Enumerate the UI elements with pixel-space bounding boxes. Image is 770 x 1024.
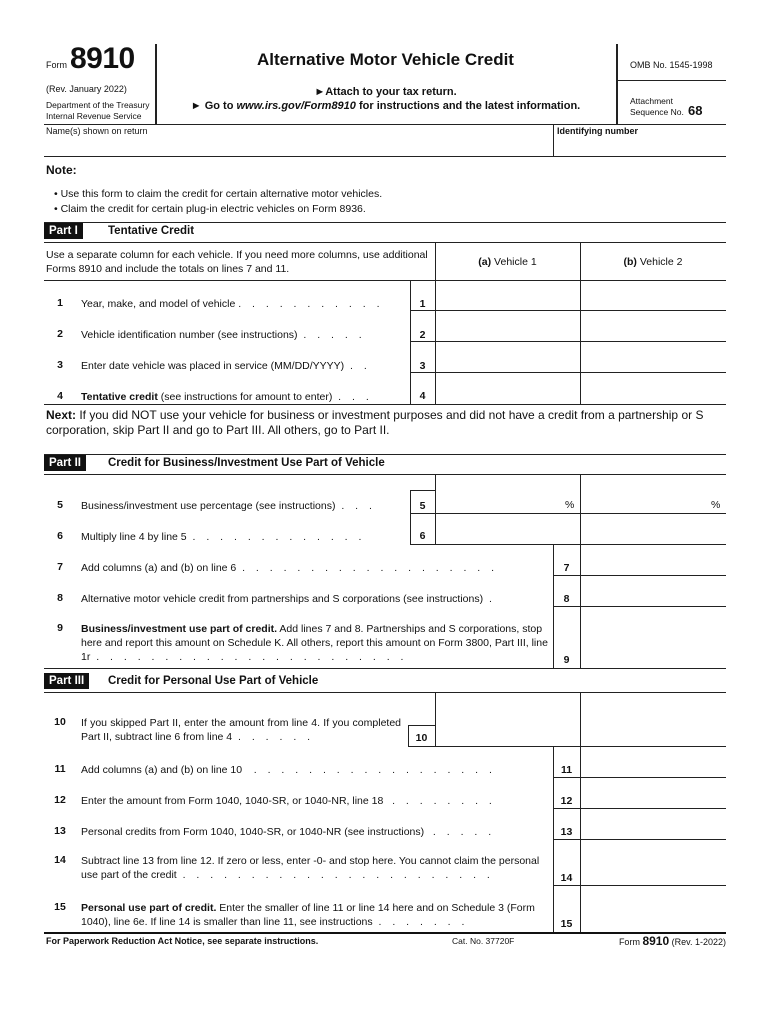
line-14-amount-field[interactable] <box>581 840 726 885</box>
line-9-text <box>81 622 549 664</box>
footer-form-number: 8910 <box>642 934 670 948</box>
next-text: If you did NOT use your vehicle for business or investment purposes and did not have a credit from a partnership or S corporation, skip Part II and go to Part III. All others, go to Part II. <box>46 408 704 437</box>
line-6-label: Multiply line 4 by line 5 <box>81 531 187 543</box>
line-12-amount-field[interactable] <box>581 778 726 808</box>
line-6-vehicle-1-amount[interactable] <box>436 514 580 543</box>
line-10-text <box>81 716 401 744</box>
omb-number: OMB No. 1545-1998 <box>630 60 713 70</box>
line-9-leader: . . . . . . . . . . . . . . . . . . . . . . . <box>96 651 408 663</box>
next-label: Next: <box>46 408 77 422</box>
part2-header-rule <box>44 474 726 475</box>
line-14-label: Subtract line 13 from line 12. If zero or less, enter -0- and stop here. You cannot claim the personal use part of the credit <box>81 855 540 881</box>
attach-instruction: ►Attach to your tax return. <box>314 86 457 98</box>
line-2-box-number: 2 <box>419 329 426 341</box>
line-11-amount-field[interactable] <box>581 747 726 777</box>
line-14-number: 14 <box>54 854 66 866</box>
line-11-number: 11 <box>54 763 66 775</box>
line-4-leader: . . . <box>338 391 373 403</box>
column-b-header <box>580 256 726 268</box>
line-8-label: Alternative motor vehicle credit from partnerships and S corporations (see instructions) <box>81 593 484 605</box>
line-6-vehicle-2-amount[interactable] <box>581 514 726 543</box>
line-8-amount-field[interactable] <box>581 576 726 606</box>
line-5-percent-sign-a: % <box>565 499 575 511</box>
goto-instruction <box>155 100 616 112</box>
line-13-box-number: 13 <box>560 826 573 838</box>
line-1-number: 1 <box>57 297 63 309</box>
attachment-label: Attachment <box>630 96 673 106</box>
part1-bottom-rule <box>44 404 726 405</box>
line-4-box-number: 4 <box>419 390 426 402</box>
line-2-leader: . . . . . <box>303 329 366 341</box>
catalog-number: Cat. No. 37720F <box>452 936 515 946</box>
line-2-label: Vehicle identification number (see instructions) <box>81 329 298 341</box>
line-5-box-top <box>410 490 435 491</box>
omb-divider <box>618 80 726 81</box>
header-bottom-rule <box>44 124 726 125</box>
column-a-letter: (a) <box>478 256 492 268</box>
line-10-box-number: 10 <box>415 732 428 744</box>
line-2-vehicle-1-field[interactable] <box>436 311 580 341</box>
line-5-text <box>81 499 376 513</box>
column-b-label: Vehicle 2 <box>636 256 683 268</box>
column-a-label: Vehicle 1 <box>491 256 537 268</box>
line-3-text <box>81 359 371 373</box>
line-14-text <box>81 854 549 882</box>
identifying-number-field[interactable] <box>557 138 722 154</box>
line-7-label: Add columns (a) and (b) on line 6 <box>81 562 237 574</box>
names-label: Name(s) shown on return <box>46 126 148 136</box>
form-label: Form <box>46 60 67 70</box>
line-10-vehicle-1-amount[interactable] <box>436 693 580 745</box>
part2-top-rule <box>44 454 726 455</box>
line-8-box-number: 8 <box>563 593 570 605</box>
part1-title: Tentative Credit <box>108 225 195 237</box>
line-1-vehicle-2-field[interactable] <box>581 281 726 310</box>
line-15-bold-label: Personal use part of credit. <box>81 902 217 914</box>
footer-revision: (Rev. 1-2022) <box>669 937 726 947</box>
part2-bottom-rule <box>44 668 726 669</box>
line-5-vehicle-1-percent[interactable] <box>436 491 566 513</box>
line-5-percent-sign-b: % <box>711 499 721 511</box>
line-10-box-top <box>408 725 435 726</box>
irs-link[interactable]: www.irs.gov/Form8910 <box>236 100 356 112</box>
line-5-label: Business/investment use percentage (see instructions) <box>81 500 336 512</box>
line-6-leader: . . . . . . . . . . . . . <box>192 531 366 543</box>
line-10-vehicle-2-amount[interactable] <box>581 693 726 745</box>
name-id-divider <box>553 124 554 156</box>
note-title: Note: <box>46 163 77 177</box>
line-2-number: 2 <box>57 328 63 340</box>
line-13-number: 13 <box>54 825 66 837</box>
line-7-amount-field[interactable] <box>581 545 726 575</box>
line-7-text <box>81 561 498 575</box>
line-3-label: Enter date vehicle was placed in service (MM/DD/YYYY) <box>81 360 345 372</box>
line-6-number: 6 <box>57 530 63 542</box>
line-13-label: Personal credits from Form 1040, 1040-SR, or 1040-NR (see instructions) <box>81 826 425 838</box>
next-instruction <box>46 408 728 438</box>
line-4-number: 4 <box>57 390 63 402</box>
line-6-text <box>81 530 365 544</box>
line-14-leader: . . . . . . . . . . . . . . . . . . . . . . . <box>182 869 494 881</box>
line-9-label: Add lines 7 and 8. Partnerships and S corporations, stop here and report this amount on Schedule K. All others, report this amount on Form 3800, Part III, line 1r <box>81 623 548 663</box>
footer-form-id <box>619 934 726 948</box>
line-10-label: If you skipped Part II, enter the amount from line 4. If you completed Part II, subtract line 6 from line 4 <box>81 717 401 743</box>
line-8-text <box>81 592 496 606</box>
line-4-vehicle-1-amount[interactable] <box>436 373 580 403</box>
line-12-number: 12 <box>54 794 66 806</box>
line-3-vehicle-1-date[interactable] <box>436 342 580 372</box>
line-1-box-number: 1 <box>419 298 426 310</box>
part1-intro: Use a separate column for each vehicle. If you need more columns, use additional Forms 8910 and include the totals on lines 7 and 11. <box>46 249 428 275</box>
line-15-number: 15 <box>54 901 66 913</box>
name-row-rule <box>44 156 726 157</box>
line-3-box-number: 3 <box>419 360 426 372</box>
line-11-label: Add columns (a) and (b) on line 10 <box>81 764 243 776</box>
line-7-number: 7 <box>57 561 63 573</box>
line-13-amount-field[interactable] <box>581 809 726 839</box>
part1-tag: Part I <box>44 223 83 239</box>
line-9-amount-field[interactable] <box>581 607 726 667</box>
line-12-text <box>81 794 496 808</box>
part1-header-rule <box>44 242 726 243</box>
line-5-number: 5 <box>57 499 63 511</box>
goto-suffix: for instructions and the latest information. <box>355 100 581 112</box>
line-10-number: 10 <box>54 716 66 728</box>
line-7-leader: . . . . . . . . . . . . . . . . . . . <box>242 562 499 574</box>
line-15-label: Enter the smaller of line 11 or line 14 here and on Schedule 3 (Form 1040), line 6e. If line 14 is smaller than line 11, see instructions <box>81 902 535 928</box>
line-3-vehicle-2-date[interactable] <box>581 342 726 372</box>
line-9-number: 9 <box>57 622 63 634</box>
sequence-number: 68 <box>688 103 703 118</box>
line-10-leader: . . . . . . <box>238 731 315 743</box>
sequence-label: Sequence No. <box>630 107 684 117</box>
agency: Internal Revenue Service <box>46 111 142 121</box>
line-8-number: 8 <box>57 592 63 604</box>
line-13-text <box>81 825 495 839</box>
name-field[interactable] <box>46 138 546 154</box>
line-1-text <box>81 297 383 311</box>
revision-date: (Rev. January 2022) <box>46 84 127 94</box>
line-4-text <box>81 390 373 404</box>
line-4-vehicle-2-amount[interactable] <box>581 373 726 403</box>
column-a-header <box>435 256 580 268</box>
line-2-text <box>81 328 366 342</box>
line-15-leader: . . . . . . . <box>378 916 469 928</box>
part3-tag: Part III <box>44 673 89 689</box>
line-5-box-number: 5 <box>419 500 426 512</box>
line-9-bold-label: Business/investment use part of credit. <box>81 623 278 635</box>
department: Department of the Treasury <box>46 100 150 110</box>
line-1-label: Year, make, and model of vehicle <box>81 298 236 310</box>
line-12-label: Enter the amount from Form 1040, 1040-SR, or 1040-NR, line 18 <box>81 795 384 807</box>
footer-form-word: Form <box>618 937 643 947</box>
line-5-leader: . . . <box>341 500 376 512</box>
goto-prefix: ► Go to <box>190 100 237 112</box>
line-9-box-number: 9 <box>563 654 570 666</box>
identifying-number-label: Identifying number <box>557 126 638 136</box>
part2-title: Credit for Business/Investment Use Part of Vehicle <box>108 457 385 469</box>
line-15-amount-field[interactable] <box>581 886 726 931</box>
line-6-box-number: 6 <box>419 530 426 542</box>
part1-top-rule <box>44 222 726 223</box>
line-12-leader: . . . . . . . . <box>392 795 496 807</box>
note-bullet-1: • Use this form to claim the credit for certain alternative motor vehicles. <box>54 188 383 200</box>
header-divider-right <box>616 44 618 124</box>
line-8-leader: . <box>488 593 496 605</box>
line-3-number: 3 <box>57 359 63 371</box>
form-title: Alternative Motor Vehicle Credit <box>257 50 514 69</box>
form-number: 8910 <box>70 42 135 75</box>
line-15-text <box>81 901 549 929</box>
paperwork-notice: For Paperwork Reduction Act Notice, see separate instructions. <box>46 936 319 946</box>
line-5-vehicle-2-percent[interactable] <box>581 491 711 513</box>
part3-title: Credit for Personal Use Part of Vehicle <box>108 675 319 687</box>
line-11-text <box>81 763 496 777</box>
line-13-leader: . . . . . <box>432 826 496 838</box>
line-15-box-number: 15 <box>560 918 573 930</box>
line-4-label: (see instructions for amount to enter) <box>157 391 333 403</box>
line-1-leader: . . . . . . . . . . . <box>238 298 384 310</box>
line-11-box-number: 11 <box>560 764 573 776</box>
part2-tag: Part II <box>44 455 86 471</box>
line-4-bold-label: Tentative credit <box>81 391 158 403</box>
column-b-letter: (b) <box>623 256 637 268</box>
line-14-box-number: 14 <box>560 872 573 884</box>
note-bullet-2: • Claim the credit for certain plug-in electric vehicles on Form 8936. <box>54 203 366 215</box>
line-1-vehicle-1-field[interactable] <box>436 281 580 310</box>
line-2-vehicle-2-field[interactable] <box>581 311 726 341</box>
line-3-leader: . . <box>350 360 371 372</box>
line-7-box-number: 7 <box>563 562 570 574</box>
line-11-leader: . . . . . . . . . . . . . . . . . . <box>253 764 496 776</box>
line-12-box-number: 12 <box>560 795 573 807</box>
